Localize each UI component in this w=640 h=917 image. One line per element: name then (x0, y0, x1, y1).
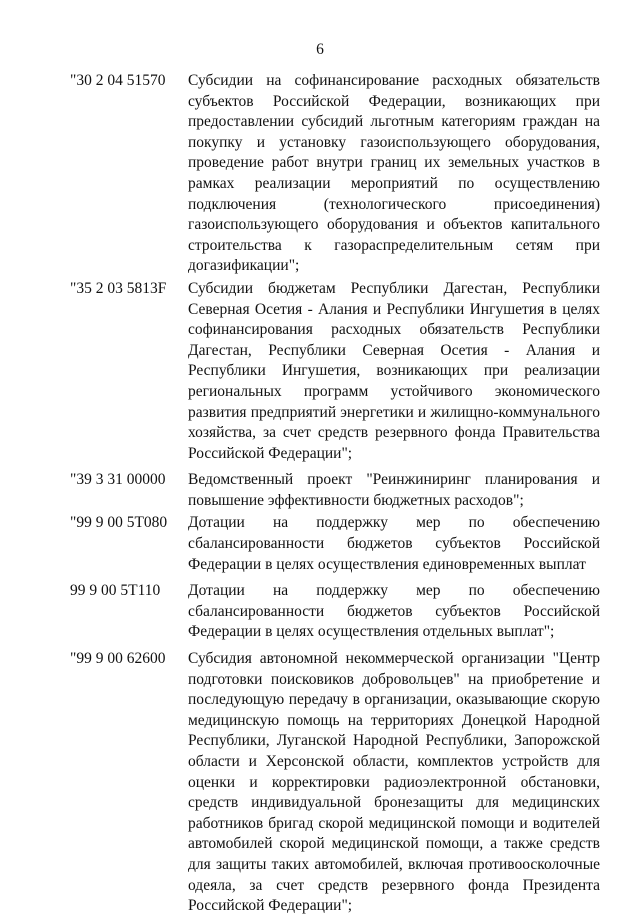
budget-code: "39 3 31 00000 (70, 471, 166, 489)
budget-code: "35 2 03 5813F (70, 279, 167, 297)
budget-code-description: Субсидии на софинансирование расходных обязательств субъектов Российской Федерации, возникающих при предоставлении субсидий льготным категориям граждан на покупку и установку газоиспользующего оборудования, проведение работ внутри границ их земельных участков в рамках реализации мероприятий по осуществлению подключения (технологического присоединения) газоиспользующего оборудования и объектов капитального строительства к газораспределительным сетям при догазификации"; (188, 72, 600, 275)
list-item (70, 513, 610, 575)
list-item (70, 279, 610, 464)
budget-codes-list (70, 71, 610, 917)
page-number: 6 (316, 41, 324, 58)
budget-code-description: Дотации на поддержку мер по обеспечению сбалансированности бюджетов субъектов Российской Федерации в целях осуществления отдельных выплат"; (188, 582, 600, 641)
budget-code-description: Субсидия автономной некоммерческой организации "Центр подготовки поисковиков добровольцев" на приобретение и последующую передачу в организации, оказывающие скорую медицинскую помощь на территориях Донецкой Народной Республики, Луганской Народной Республики, Запорожской области и Херсонской области, комплектов устройств для оценки и корректировки радиоэлектронной обстановки, средств индивидуальной бронезащиты для медицинских работников бригад скорой медицинской помощи и водителей автомобилей скорой медицинской помощи, а также средств для защиты таких автомобилей, включая противоосколочные одеяла, за счет средств резервного фонда Президента Российской Федерации"; (188, 650, 600, 915)
budget-code: "99 9 00 5Т080 (70, 514, 168, 532)
budget-code: "99 9 00 62600 (70, 650, 166, 668)
budget-code: 99 9 00 5Т110 (70, 582, 161, 600)
list-item (70, 581, 610, 643)
budget-code: "30 2 04 51570 (70, 72, 166, 89)
budget-code-description: Субсидии бюджетам Республики Дагестан, Республики Северная Осетия - Алания и Республики Ингушетия в целях софинансирования расходных обязательств Республики Дагестан, Республики Северная Осетия - Алания и Республики Ингушетия, возникающих при реализации региональных программ устойчивого экономического развития предприятий энергетики и жилищно-коммунального хозяйства, за счет средств резервного фонда Правительства Российской Федерации"; (188, 279, 600, 462)
budget-code-description: Дотации на поддержку мер по обеспечению сбалансированности бюджетов субъектов Российской Федерации в целях осуществления единовременных выплат (188, 514, 600, 573)
list-item (70, 71, 610, 277)
list-item (70, 649, 610, 917)
list-item (70, 470, 610, 511)
budget-code-description: Ведомственный проект "Реинжиниринг планирования и повышение эффективности бюджетных расходов"; (188, 471, 600, 509)
